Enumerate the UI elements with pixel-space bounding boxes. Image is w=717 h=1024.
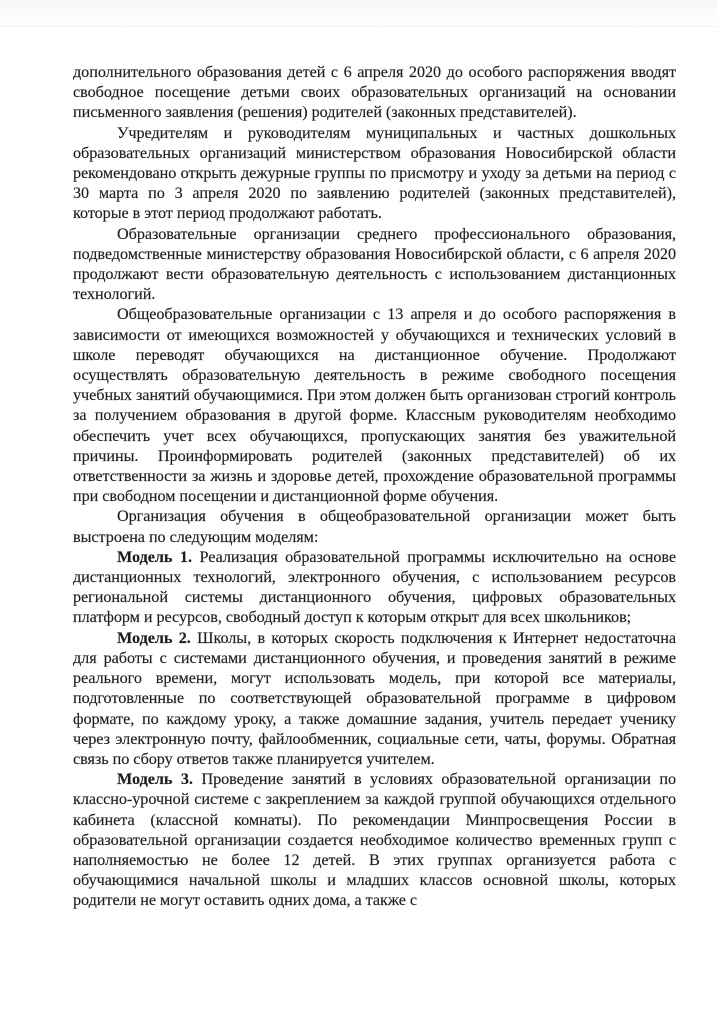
model-2-text: Школы, в которых скорость подключения к Интернет недостаточна для работы с системами дистанционного обучения, и проведения занятий в режиме реального времени, могут использовать модель, при которой все материалы, подготовленные по соответствующей образовательной программе в цифровом формате, по каждому уроку, а также домашние задания, учитель передает ученику через электронную почту, файлообменник, социальные сети, чаты, форумы. Обратная связь по сбору ответов также планируется учителем.: [73, 628, 676, 768]
paragraph-vocational-education: Образовательные организации среднего профессионального образования, подведомственные министерству образования Новосибирской области, с 6 апреля 2020 продолжают вести образовательную деятельность с использованием дистанционных технологий.: [73, 224, 676, 304]
model-2-paragraph: [73, 628, 676, 769]
model-3-paragraph: [73, 769, 676, 910]
document-page: [73, 62, 676, 911]
model-1-label: Модель 1.: [117, 547, 192, 566]
model-3-text: Проведение занятий в условиях образовательной организации по классно-урочной системе с закреплением за каждой группой обучающихся отдельного кабинета (классной комнаты). По рекомендации Минпросвещения России в образовательной организации создается необходимое количество временных групп с наполняемостью не более 12 детей. В этих группах организуется работа с обучающимися начальной школы и младших классов основной школы, которых родители не могут оставить одних дома, а также с: [73, 770, 677, 910]
paragraph-continuation: дополнительного образования детей с 6 апреля 2020 до особого распоряжения вводят свободное посещение детьми своих образовательных организаций на основании письменного заявления (решения) родителей (законных представителей).: [73, 63, 676, 122]
scan-top-edge: [0, 0, 717, 27]
model-2-label: Модель 2.: [117, 628, 191, 647]
model-1-text: Реализация образовательной программы исключительно на основе дистанционных технологий, электронного обучения, с использованием ресурсов региональной системы дистанционного обучения, цифровых образовательных платформ и ресурсов, свободный доступ к которым открыт для всех школьников;: [73, 547, 677, 627]
model-3-label: Модель 3.: [117, 770, 193, 789]
paragraph-preschool-duty-groups: Учредителям и руководителям муниципальных и частных дошкольных образовательных организаций министерством образования Новосибирской области рекомендовано открыть дежурные группы по присмотру и уходу за детьми на период с 30 марта по 3 апреля 2020 по заявлению родителей (законных представителей), которые в этот период продолжают работать.: [73, 123, 676, 223]
model-1-paragraph: [73, 547, 676, 628]
paragraph-models-intro: Организация обучения в общеобразовательной организации может быть выстроена по следующим моделям:: [73, 507, 676, 546]
paragraph-general-education: Общеобразовательные организации с 13 апреля и до особого распоряжения в зависимости от имеющихся возможностей у обучающихся и технических условий в школе переводят обучающихся на дистанционное обучение. Продолжают осуществлять образовательную деятельность в режиме свободного посещения учебных занятий обучающимися. При этом должен быть организован строгий контроль за получением образования в другой форме. Классным руководителям необходимо обеспечить учет всех обучающихся, пропускающих занятия без уважительной причины. Проинформировать родителей (законных представителей) об их ответственности за жизнь и здоровье детей, прохождение образовательной программы при свободном посещении и дистанционной форме обучения.: [73, 305, 676, 506]
